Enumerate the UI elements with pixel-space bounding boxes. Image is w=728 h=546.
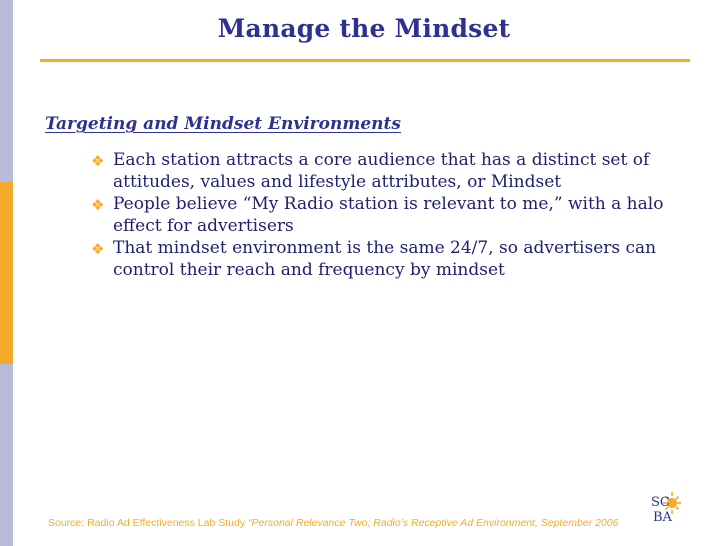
source-title: “Personal Relevance Two; Radio’s Receptive Ad Environment, September 2006 — [248, 517, 619, 529]
diamond-bullet-icon: ❖ — [91, 196, 105, 214]
sidebar-stripe — [0, 0, 13, 546]
title-divider — [40, 59, 690, 62]
source-prefix: Source: Radio Ad Effectiveness Lab Study — [48, 517, 249, 529]
bullet-item — [91, 238, 691, 281]
section-subheading: Targeting and Mindset Environments — [45, 114, 401, 134]
sun-logo-icon — [648, 489, 690, 525]
slide-title: Manage the Mindset — [217, 14, 511, 43]
bullet-text: Each station attracts a core audience that has a distinct set of attitudes, values and lifestyle attributes, or Mindset — [113, 150, 650, 192]
bullet-text: That mindset environment is the same 24/7, so advertisers can control their reach and frequency by mindset — [113, 238, 657, 280]
sidebar-segment-middle — [0, 182, 13, 364]
bullet-list — [91, 150, 691, 282]
bullet-item — [91, 194, 691, 237]
sidebar-segment-bottom — [0, 364, 13, 546]
diamond-bullet-icon: ❖ — [91, 152, 105, 170]
bullet-text: People believe “My Radio station is relevant to me,” with a halo effect for advertisers — [113, 194, 664, 236]
logo-line-1: SC — [651, 495, 670, 510]
logo-line-2: BA — [653, 510, 672, 525]
source-citation — [48, 517, 618, 529]
bullet-item — [91, 150, 691, 193]
diamond-bullet-icon: ❖ — [91, 240, 105, 258]
